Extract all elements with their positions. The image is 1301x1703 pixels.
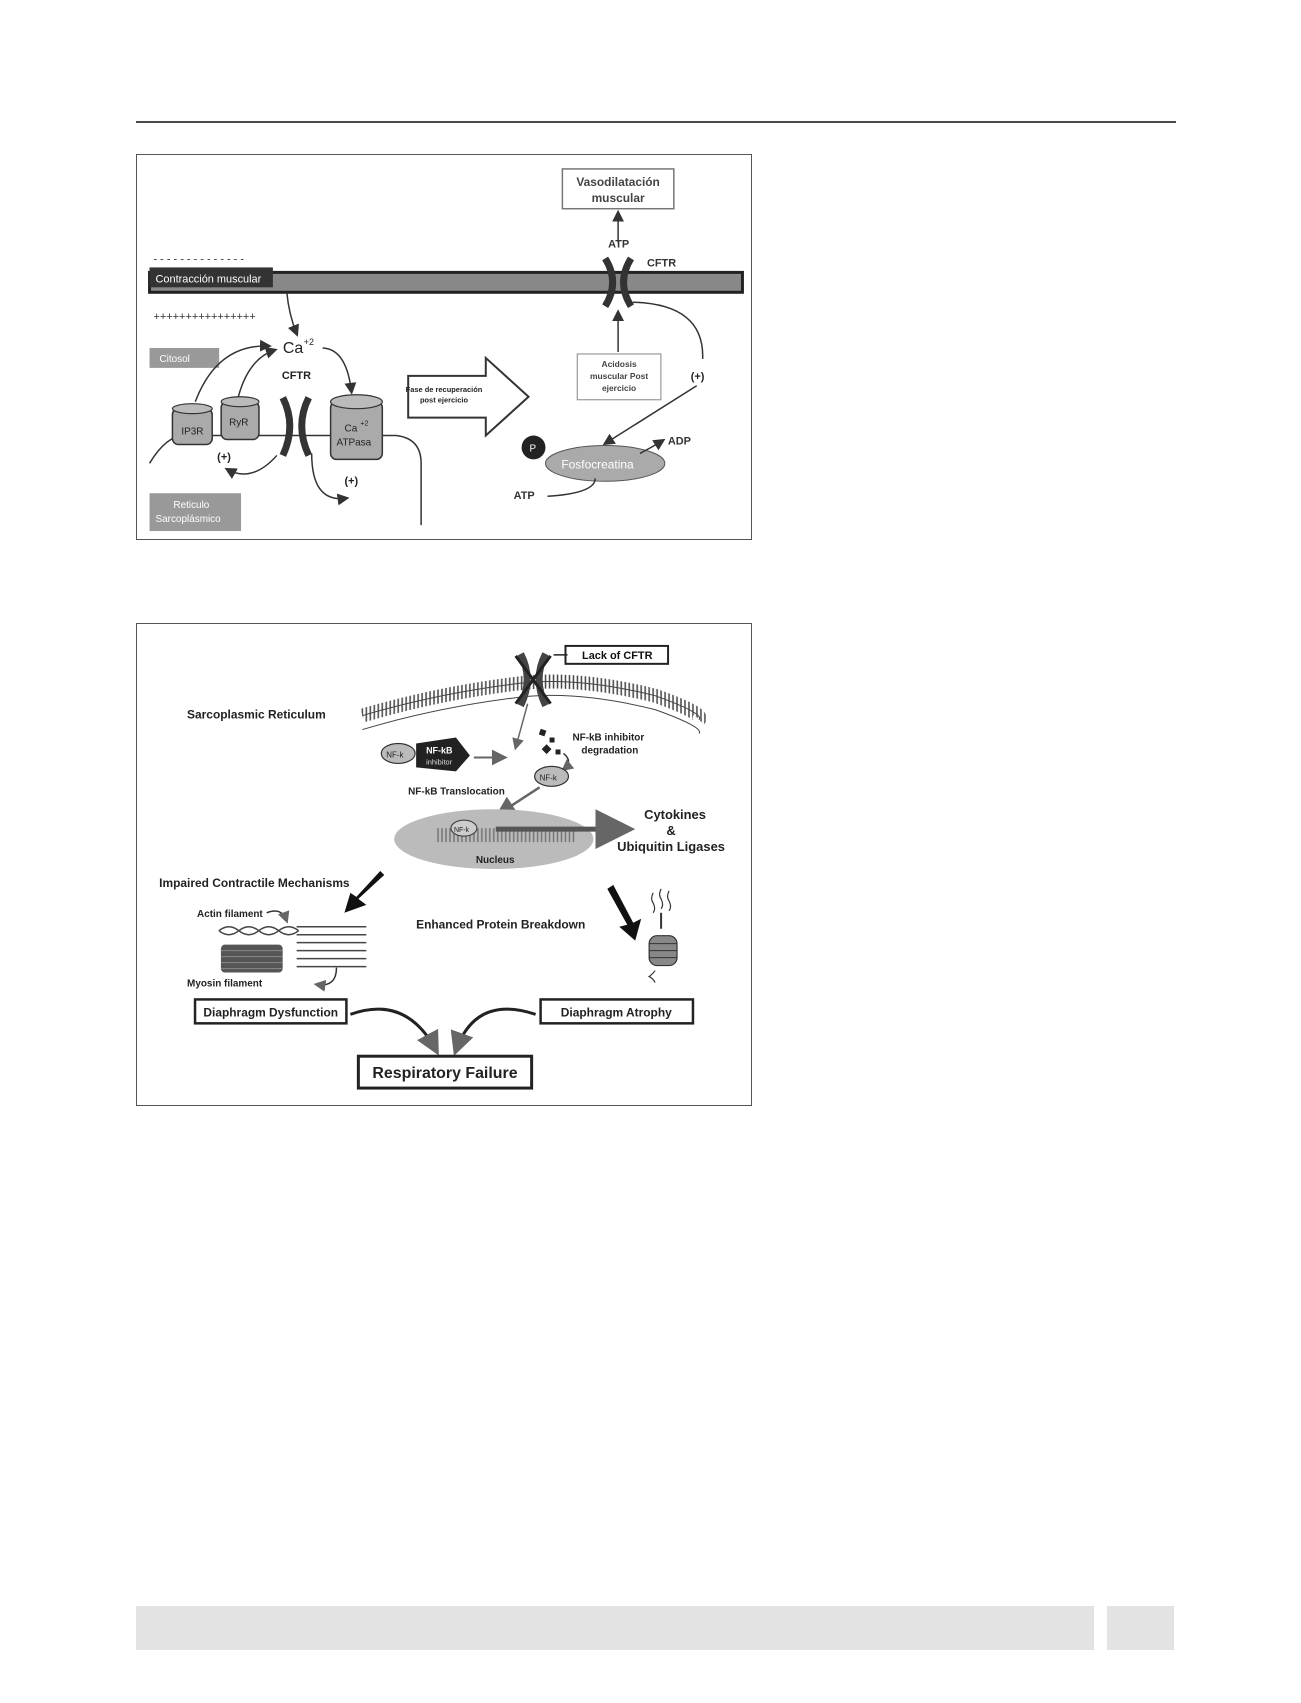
- enhanced-arrow: [607, 885, 641, 941]
- acidosis-label-2: muscular Post: [590, 370, 649, 381]
- diaphragm-dysfunction-label: Diaphragm Dysfunction: [203, 1005, 339, 1020]
- calcium-charge: +2: [303, 337, 314, 348]
- positive-effect-left: (+): [217, 451, 231, 464]
- nucleus-label: Nucleus: [475, 855, 515, 867]
- enhanced-breakdown-label: Enhanced Protein Breakdown: [416, 917, 586, 932]
- vasodilatation-label-1: Vasodilatación: [576, 174, 660, 189]
- diaphragm-atrophy-label: Diaphragm Atrophy: [560, 1005, 672, 1020]
- positive-effect-right: (+): [344, 475, 359, 488]
- phosphate-label: P: [529, 443, 537, 455]
- footer-page-box: [1107, 1606, 1174, 1650]
- nfkb-label: NF-k: [386, 750, 404, 760]
- recovery-phase-label-1: Fase de recuperación: [405, 384, 483, 394]
- reticulum-box: [150, 493, 242, 531]
- nfkb-nuclear-label: NF-k: [453, 827, 470, 835]
- nfkb-inhibitor-label-2: inhibitor: [426, 757, 453, 767]
- degradation-label-2: degradation: [581, 745, 639, 757]
- myosin-label: Myosin filament: [187, 978, 263, 990]
- figure-diaphragm-pathway-diagram: [136, 623, 752, 1106]
- actin-label: Actin filament: [197, 908, 263, 920]
- cftr-mid-label: CFTR: [281, 369, 312, 382]
- ryr-label: RyR: [229, 417, 249, 429]
- respiratory-failure-label: Respiratory Failure: [372, 1065, 518, 1083]
- vasodilatation-label-2: muscular: [591, 190, 645, 205]
- impaired-arrow: [344, 871, 384, 913]
- phosphocreatine-label: Fosfocreatina: [561, 457, 634, 472]
- proteasome-icon: [649, 889, 677, 983]
- adp-label: ADP: [667, 435, 691, 448]
- reticulum-label-2: Sarcoplásmico: [155, 514, 221, 526]
- cytokines-label-1: Cytokines: [644, 807, 706, 823]
- nfkb-free-label: NF-k: [539, 773, 557, 783]
- recovery-phase-label-2: post ejercicio: [419, 395, 469, 405]
- sarcomere-icon: [297, 927, 367, 967]
- atpase-label: ATPasa: [336, 437, 372, 449]
- contraction-label: Contracción muscular: [155, 273, 262, 286]
- atp-bottom-label: ATP: [513, 490, 535, 503]
- cftr-reticulum-right: [302, 398, 309, 456]
- atpase-ca-label: Ca: [344, 423, 358, 435]
- figure-cftr-calcium-diagram: [136, 154, 752, 540]
- sarcoplasmic-reticulum-label: Sarcoplasmic Reticulum: [187, 707, 326, 722]
- plus-signs: ++++++++++++++++: [153, 311, 256, 324]
- cftr-reticulum-left: [283, 398, 290, 456]
- acidosis-label-1: Acidosis: [601, 358, 637, 369]
- atpase-ca-charge: +2: [360, 420, 369, 428]
- degradation-label-1: NF-kB inhibitor: [572, 732, 645, 744]
- lack-of-cftr-label: Lack of CFTR: [582, 649, 653, 662]
- footer-bar: [136, 1606, 1094, 1650]
- positive-effect-acidosis: (+): [690, 370, 705, 383]
- reticulum-label-1: Reticulo: [173, 500, 210, 512]
- header-rule: [136, 121, 1176, 123]
- actin-filament-icon: [219, 927, 299, 935]
- translocation-label: NF-kB Translocation: [408, 786, 505, 798]
- citosol-label: Citosol: [159, 353, 190, 365]
- acidosis-label-3: ejercicio: [601, 382, 637, 393]
- sarcoplasmic-membrane: [362, 681, 699, 719]
- impaired-contractile-label: Impaired Contractile Mechanisms: [159, 875, 350, 890]
- cytokines-label-2: &: [666, 823, 676, 839]
- nfkb-inhibitor-label-1: NF-kB: [426, 745, 453, 756]
- cftr-top-label: CFTR: [646, 257, 677, 270]
- atp-top-label: ATP: [608, 238, 630, 251]
- myosin-filament-icon: [221, 945, 283, 973]
- calcium-label: Ca: [282, 339, 304, 357]
- minus-signs: - - - - - - - - - - - - - -: [153, 253, 245, 266]
- inhibitor-fragments-icon: [539, 729, 561, 755]
- ip3r-label: IP3R: [181, 426, 204, 438]
- cytokines-label-3: Ubiquitin Ligases: [617, 839, 725, 855]
